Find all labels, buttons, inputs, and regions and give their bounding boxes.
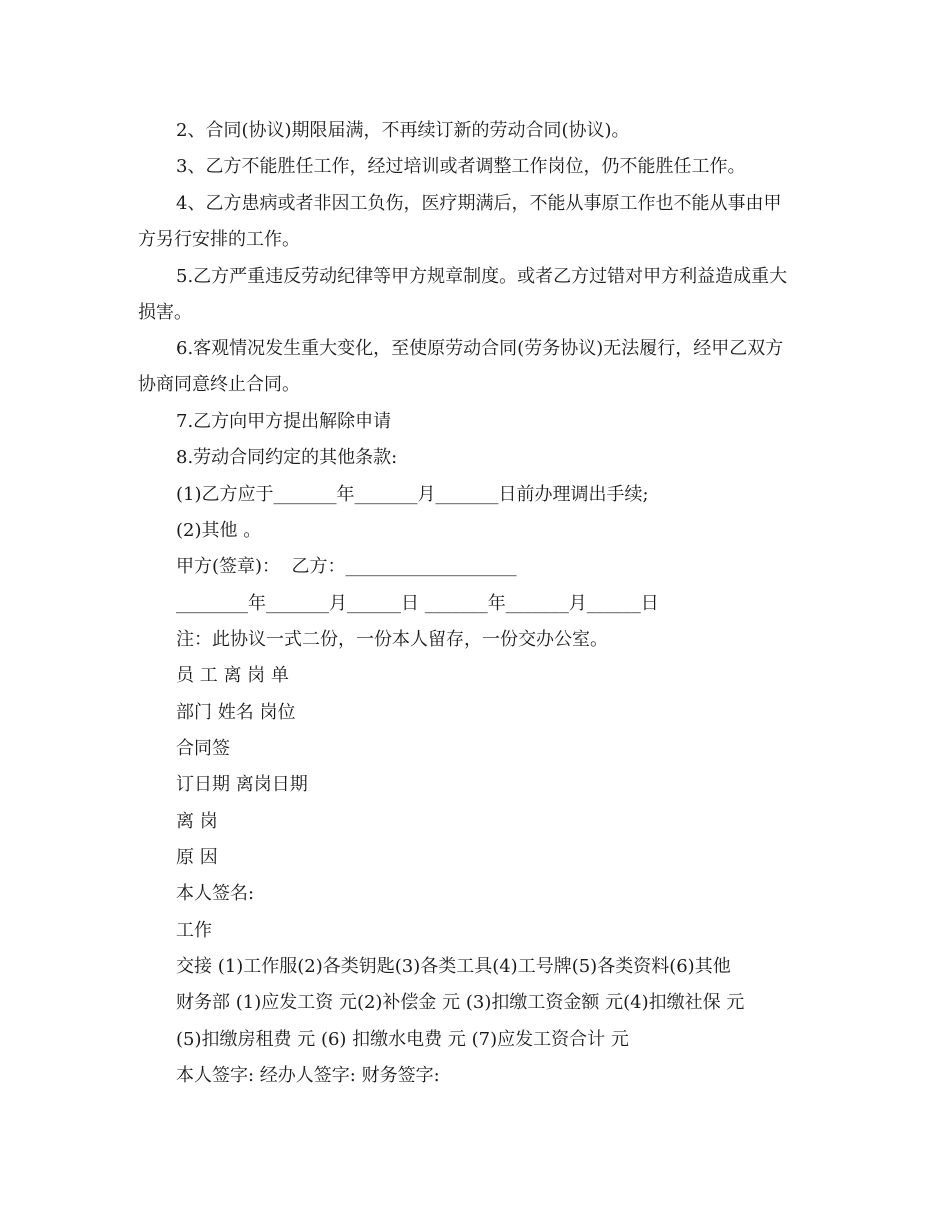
form-row-contract: 合同签 bbox=[176, 738, 230, 759]
clause-6-line-2: 协商同意终止合同。 bbox=[138, 374, 300, 395]
form-row-dates: 订日期 离岗日期 bbox=[176, 774, 308, 795]
form-row-reason: 原 因 bbox=[176, 847, 218, 868]
clause-8: 8.劳动合同约定的其他条款: bbox=[176, 447, 398, 468]
clause-6-line-1: 6.客观情况发生重大变化，至使原劳动合同(劳务协议)无法履行，经甲乙双方 bbox=[176, 338, 784, 359]
clause-7: 7.乙方向甲方提出解除申请 bbox=[176, 411, 392, 432]
clause-4-line-2: 方另行安排的工作。 bbox=[138, 229, 300, 250]
form-row-handover: 交接 (1)工作服(2)各类钥匙(3)各类工具(4)工号牌(5)各类资料(6)其他 bbox=[176, 956, 731, 977]
form-row-department: 部门 姓名 岗位 bbox=[176, 702, 296, 723]
clause-8-item-1: (1)乙方应于_______年_______月_______日前办理调出手续; bbox=[176, 484, 649, 505]
form-row-leave: 离 岗 bbox=[176, 811, 218, 832]
clause-3: 3、乙方不能胜任工作，经过培训或者调整工作岗位，仍不能胜任工作。 bbox=[176, 156, 746, 177]
form-row-finance-cont: (5)扣缴房租费 元 (6) 扣缴水电费 元 (7)应发工资合计 元 bbox=[176, 1029, 629, 1050]
clause-8-item-2: (2)其他 。 bbox=[176, 520, 262, 541]
clause-5-line-1: 5.乙方严重违反劳动纪律等甲方规章制度。或者乙方过错对甲方利益造成重大 bbox=[176, 266, 788, 287]
clause-4-line-1: 4、乙方患病或者非因工负伤，医疗期满后，不能从事原工作也不能从事由甲 bbox=[176, 193, 782, 214]
form-row-signatures: 本人签字: 经办人签字: 财务签字: bbox=[176, 1065, 440, 1086]
form-row-finance: 财务部 (1)应发工资 元(2)补偿金 元 (3)扣缴工资金额 元(4)扣缴社保 元 bbox=[176, 992, 745, 1013]
clause-5-line-2: 损害。 bbox=[138, 302, 192, 323]
agreement-note: 注：此协议一式二份，一份本人留存，一份交办公室。 bbox=[176, 629, 608, 650]
signature-parties: 甲方(签章)： 乙方：___________________ bbox=[176, 556, 517, 577]
clause-2: 2、合同(协议)期限届满，不再续订新的劳动合同(协议)。 bbox=[176, 120, 630, 141]
signature-dates: ________年_______月______日 _______年_______月______日 bbox=[176, 593, 659, 614]
form-row-work: 工作 bbox=[176, 920, 212, 941]
form-title: 员 工 离 岗 单 bbox=[176, 665, 289, 686]
form-row-signature: 本人签名: bbox=[176, 883, 255, 904]
